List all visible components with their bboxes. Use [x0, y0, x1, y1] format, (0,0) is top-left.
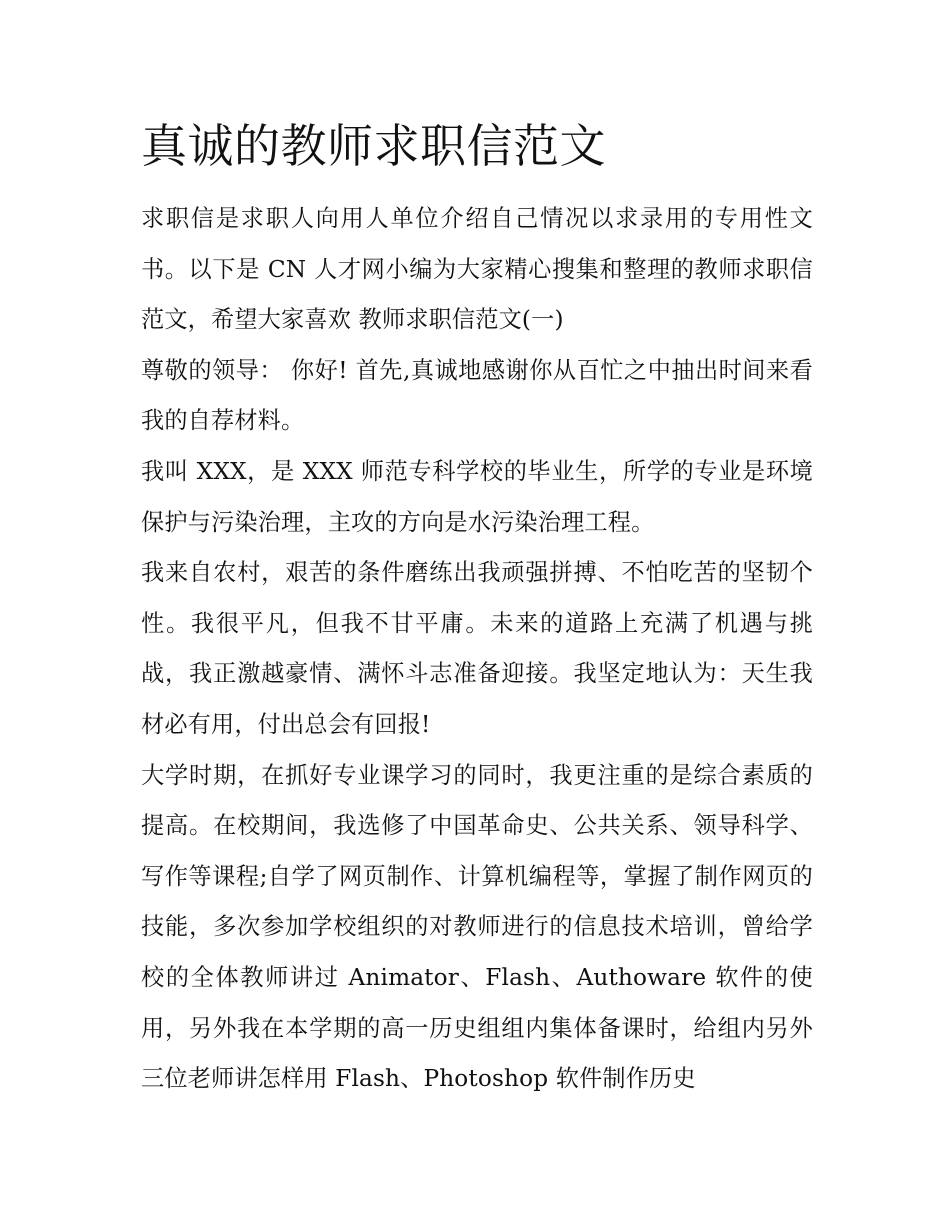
paragraph-intro: 求职信是求职人向用人单位介绍自己情况以求录用的专用性文书。以下是 CN 人才网小编为大家精心搜集和整理的教师求职信范文，希望大家喜欢 教师求职信范文(一)	[141, 205, 813, 334]
paragraph-greeting: 尊敬的领导： 你好! 首先,真诚地感谢你从百忙之中抽出时间来看我的自荐材料。	[141, 356, 813, 435]
paragraph-university: 大学时期，在抓好专业课学习的同时，我更注重的是综合素质的提高。在校期间，我选修了中国革命史、公共关系、领导科学、写作等课程;自学了网页制作、计算机编程等，掌握了制作网页的技能，多次参加学校组织的对教师进行的信息技术培训，曾给学校的全体教师讲过 Animator、Flash、Authoware 软件的使用，另外我在本学期的高一历史组组内集体备课时，给组内另外三位老师讲怎样用 Flash、Photoshop 软件制作历史	[141, 761, 813, 1093]
paragraph-background: 我来自农村，艰苦的条件磨练出我顽强拼搏、不怕吃苦的坚韧个性。我很平凡，但我不甘平庸。未来的道路上充满了机遇与挑战，我正激越豪情、满怀斗志准备迎接。我坚定地认为：天生我材必有用，付出总会有回报!	[141, 559, 813, 738]
paragraph-self-intro: 我叫 XXX，是 XXX 师范专科学校的毕业生，所学的专业是环境保护与污染治理，主攻的方向是水污染治理工程。	[141, 457, 813, 536]
document-page	[141, 112, 813, 1105]
document-title: 真诚的教师求职信范文	[141, 119, 606, 173]
